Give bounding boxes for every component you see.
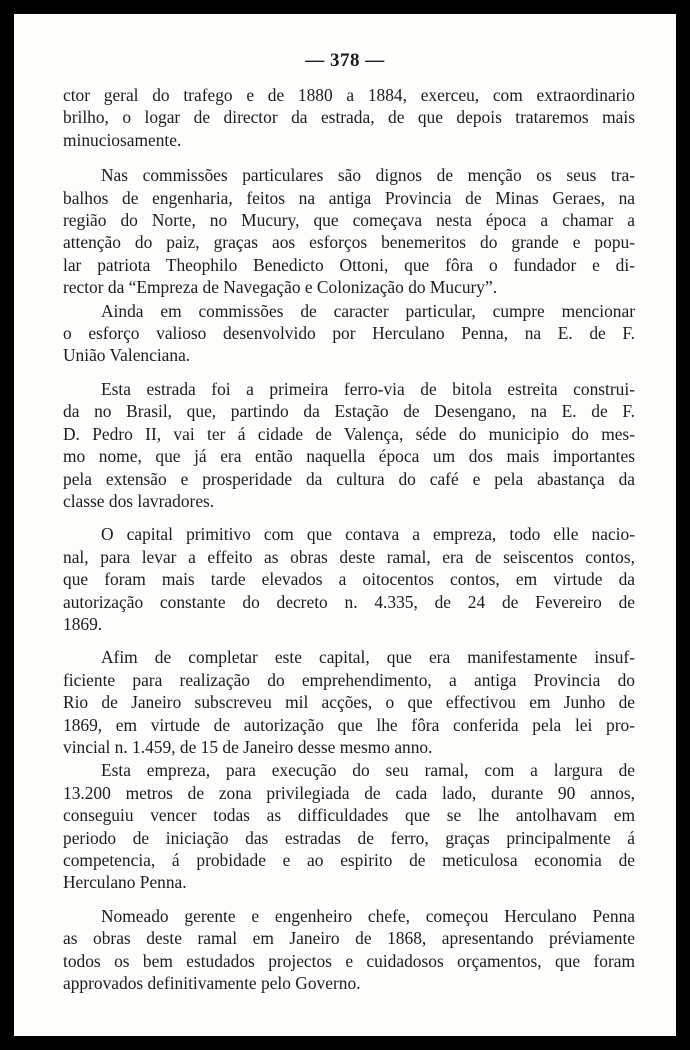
- paragraph-3: [63, 300, 635, 367]
- text-line: competencia, á probidade e ao espirito de meticulosa economia de: [63, 850, 635, 870]
- text-line: o esforço valioso desenvolvido por Herculano Penna, na E. de F.: [63, 323, 635, 344]
- text-line: ficiente para realização do emprehendimento, a antiga Provincia do: [63, 669, 635, 690]
- text-line: as obras deste ramal em Janeiro de 1868, apresentando préviamente: [63, 928, 635, 949]
- text-line: Esta estrada foi a primeira ferro-via de bitola estreita construi-: [101, 378, 635, 399]
- text-line: attenção do paiz, graças aos esforços benemeritos do grande e popu-: [63, 232, 635, 253]
- text-line: O capital primitivo com que contava a empreza, todo elle nacio-: [101, 524, 635, 545]
- paragraph-1: [63, 84, 635, 151]
- text-line: Esta empreza, para execução do seu ramal, com a largura de: [101, 760, 635, 781]
- text-line: approvados definitivamente pelo Governo.: [63, 973, 361, 994]
- text-line: Nomeado gerente e engenheiro chefe, começou Herculano Penna: [101, 905, 635, 926]
- text-line: minuciosamente.: [63, 129, 182, 150]
- text-line: Rio de Janeiro subscreveu mil acções, o que effectivou em Junho de: [63, 692, 635, 713]
- paragraph-8: [63, 905, 635, 995]
- text-line: União Valenciana.: [63, 345, 191, 366]
- text-line: que foram mais tarde elevados a oitocentos contos, em virtude da: [63, 569, 635, 590]
- text-line: brilho, o logar de director da estrada, de que depois trataremos mais: [63, 107, 635, 128]
- text-line: vincial n. 1.459, de 15 de Janeiro desse mesmo anno.: [63, 736, 433, 757]
- text-line: periodo de iniciação das estradas de ferro, graças principalmente á: [63, 827, 635, 848]
- paragraph-5: [63, 523, 635, 635]
- text-line: autorização constante do decreto n. 4.335, de 24 de Fevereiro de: [63, 591, 635, 612]
- paragraph-2: [63, 164, 635, 298]
- page-number: — 378 —: [305, 50, 385, 71]
- text-line: D. Pedro II, vai ter á cidade de Valença, séde do municipio do mes-: [63, 423, 635, 444]
- text-line: balhos de engenharia, feitos na antiga Provincia de Minas Geraes, na: [63, 187, 635, 208]
- text-line: mo nome, que já era então naquella época um dos mais importantes: [63, 446, 635, 467]
- text-line: 1869.: [63, 613, 103, 634]
- text-line: Ainda em commissões de caracter particular, cumpre mencionar: [101, 300, 635, 321]
- text-line: conseguiu vencer todas as difficuldades que se lhe antolhavam em: [63, 805, 635, 826]
- text-line: rector da “Empreza de Navegação e Colonização do Mucury”.: [63, 277, 498, 298]
- text-line: Nas commissões particulares são dignos de menção os seus tra-: [101, 165, 635, 186]
- text-line: lar patriota Theophilo Benedicto Ottoni, que fôra o fundador e di-: [63, 254, 635, 275]
- paragraph-7: [63, 759, 635, 893]
- document-page: [14, 14, 676, 1036]
- text-line: todos os bem estudados projectos e cuidadosos orçamentos, que foram: [63, 950, 635, 971]
- body-text: [63, 84, 635, 994]
- text-line: classe dos lavradores.: [63, 490, 215, 511]
- text-line: 1869, em virtude de autorização que lhe fôra conferida pela lei pro-: [63, 714, 635, 735]
- paragraph-6: [63, 646, 635, 758]
- text-line: da no Brasil, que, partindo da Estação de Desengano, na E. de F.: [63, 401, 635, 422]
- text-line: Afim de completar este capital, que era manifestamente insuf-: [101, 647, 635, 668]
- paragraph-4: [63, 378, 635, 512]
- text-line: região do Norte, no Mucury, que começava nesta época a chamar a: [63, 210, 635, 231]
- text-line: ctor geral do trafego e de 1880 a 1884, exerceu, com extraordinario: [63, 85, 635, 105]
- text-line: 13.200 metros de zona privilegiada de cada lado, durante 90 annos,: [63, 782, 635, 803]
- text-line: pela extensão e prosperidade da cultura do café e pela abastança da: [63, 468, 635, 489]
- text-line: nal, para levar a effeito as obras deste ramal, era de seiscentos contos,: [63, 546, 635, 567]
- text-line: Herculano Penna.: [63, 872, 187, 893]
